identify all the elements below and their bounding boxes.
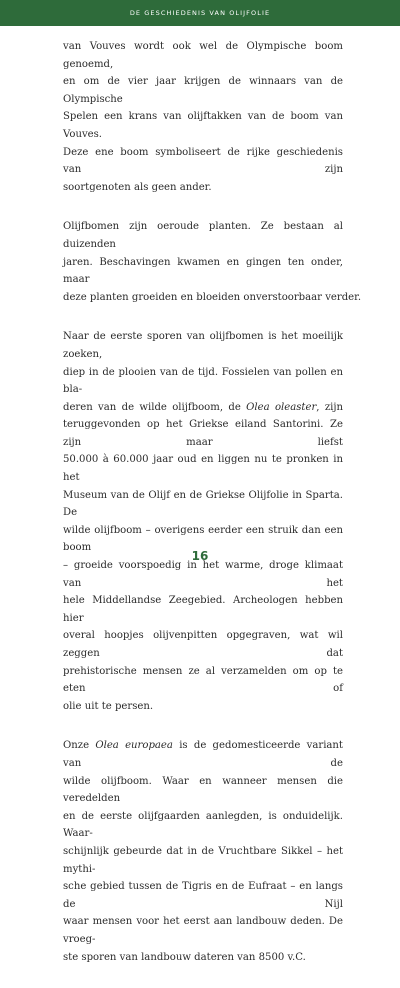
text-line: schijnlijk gebeurde dat in de Vruchtbare Sikkel – het mythi- xyxy=(63,845,343,875)
text-line: wilde olijfboom. Waar en wanneer mensen die veredelden xyxy=(63,775,343,805)
text-line: overal hoopjes olijvenpitten opgegraven, wat wil zeggen dat xyxy=(63,630,343,659)
text-line xyxy=(63,399,343,452)
page-body xyxy=(63,38,362,988)
text-line: hele Middellandse Zeegebied. Archeologen hebben hier xyxy=(63,595,343,624)
paragraph xyxy=(63,218,362,306)
text-segment: , zijn teruggevonden op het Griekse eiland Santorini. Ze zijn maar liefst xyxy=(63,401,343,448)
text-line: olie uit te persen. xyxy=(63,700,154,712)
text-line: soortgenoten als geen ander. xyxy=(63,181,212,193)
text-segment: is de gedomesticeerde variant van de xyxy=(63,740,343,769)
paragraph xyxy=(63,737,343,966)
text-line: ste sporen van landbouw dateren van 8500 v.C. xyxy=(63,951,306,963)
page-number: 16 xyxy=(191,549,209,563)
text-line: sche gebied tussen de Tigris en de Eufraat – en langs de Nijl xyxy=(63,881,343,910)
running-header-title: DE GESCHIEDENIS VAN OLIJFOLIE xyxy=(129,9,271,17)
text-line: Olijfbomen zijn oeroude planten. Ze bestaan al duizenden xyxy=(63,221,343,250)
text-line: waar mensen voor het eerst aan landbouw deden. De vroeg- xyxy=(63,916,343,945)
text-line: en om de vier jaar krijgen de winnaars van de Olympische xyxy=(63,76,343,105)
text-line: diep in de plooien van de tijd. Fossielen van pollen en bla- xyxy=(63,366,343,396)
text-line: Naar de eerste sporen van olijfbomen is het moeilijk zoeken, xyxy=(63,331,343,360)
text-segment: Onze xyxy=(63,740,96,752)
text-line: 50.000 à 60.000 jaar oud en liggen nu te pronken in het xyxy=(63,454,343,484)
text-line: en de eerste olijfgaarden aanlegden, is onduidelijk. Waar- xyxy=(63,810,343,840)
text-line: deze planten groeiden en bloeiden onverstoorbaar verder. xyxy=(63,291,362,303)
text-segment: deren van de wilde olijfboom, de xyxy=(63,401,247,413)
text-line: van Vouves wordt ook wel de Olympische boom genoemd, xyxy=(63,41,343,70)
text-line: Museum van de Olijf en de Griekse Olijfolie in Sparta. De xyxy=(63,489,343,519)
text-line: jaren. Beschavingen kwamen en gingen ten onder, maar xyxy=(63,256,343,286)
running-header xyxy=(0,0,400,26)
text-line: prehistorische mensen ze al verzamelden om op te eten of xyxy=(63,665,343,695)
paragraph xyxy=(63,328,343,715)
paragraph xyxy=(63,38,343,196)
text-line xyxy=(63,737,343,772)
text-line: wilde olijfboom – overigens eerder een struik dan een boom xyxy=(63,524,343,554)
text-line: – groeide voorspoedig in het warme, droge klimaat van het xyxy=(63,560,343,589)
text-line: Spelen een krans van olijftakken van de boom van Vouves. xyxy=(63,111,343,140)
text-line: Deze ene boom symboliseert de rijke geschiedenis van zijn xyxy=(63,146,343,176)
species-name: Olea europaea xyxy=(95,740,173,752)
species-name: Olea oleaster xyxy=(246,401,317,413)
